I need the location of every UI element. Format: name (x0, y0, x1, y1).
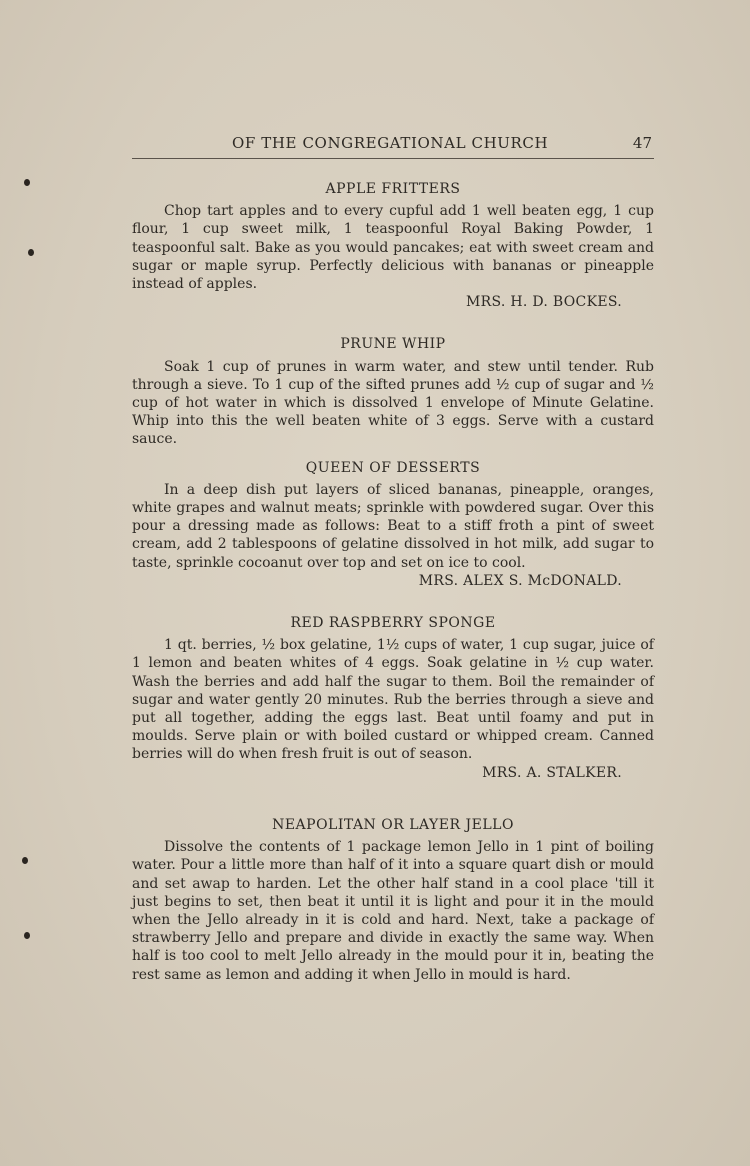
recipe (132, 180, 654, 311)
recipe-author: MRS. ALEX S. McDONALD. (418, 572, 622, 589)
recipe-title: NEAPOLITAN OR LAYER JELLO (272, 816, 514, 833)
recipe-body: Dissolve the contents of 1 package lemon Jello in 1 pint of boiling water. Pour a little more than half of it into a square quart dish or mould and set awap to harden. Let the other half stand in a cool place 'till it just begins to set, then beat it until it is light and pour it in the mould when the Jello already in it is cold and hard. Next, take a package of strawberry Jello and prepare and divide in exactly the same way. When half is too cool to melt Jello already in the mould pour it in, beating the rest same as lemon and adding it when Jello in mould is hard. (132, 839, 654, 983)
recipe (132, 335, 654, 448)
recipe (132, 459, 654, 590)
running-header (132, 134, 654, 159)
recipe-title: PRUNE WHIP (340, 336, 446, 353)
binding-hole-mark (28, 249, 34, 256)
binding-hole-mark (24, 179, 30, 186)
recipe-body: 1 qt. berries, ½ box gelatine, 1½ cups of water, 1 cup sugar, juice of 1 lemon and beaten whites of 4 eggs. Soak gelatine in ½ cup water. Wash the berries and add half the sugar to them. Boil the remainder of sugar and water gently 20 minutes. Rub the berries through a sieve and put all together, adding the eggs last. Beat until foamy and put in moulds. Serve plain or with boiled custard or whipped cream. Canned berries will do when fresh fruit is out of season. (132, 637, 654, 763)
header-title: OF THE CONGREGATIONAL CHURCH (232, 134, 549, 152)
recipe (132, 614, 654, 782)
recipe-title: APPLE FRITTERS (325, 181, 461, 197)
recipe-author: MRS. H. D. BOCKES. (466, 294, 622, 311)
recipe-body: Chop tart apples and to every cupful add 1 well beaten egg, 1 cup flour, 1 cup sweet milk, 1 teaspoonful Royal Baking Powder, 1 teaspoonful salt. Bake as you would pancakes; eat with sweet cream and sugar or maple syrup. Perfectly delicious with bananas or pineapple instead of apples. (132, 203, 654, 293)
recipe-title: QUEEN OF DESSERTS (305, 459, 481, 476)
recipe (132, 816, 654, 984)
binding-hole-mark (24, 932, 30, 939)
recipe-author: MRS. A. STALKER. (482, 764, 622, 781)
page-number: 47 (632, 134, 652, 152)
recipe-body: Soak 1 cup of prunes in warm water, and stew until tender. Rub through a sieve. To 1 cup of the sifted prunes add ½ cup of sugar and ½ cup of hot water in which is dissolved 1 envelope of Minute Gelatine. Whip into this the well beaten white of 3 eggs. Serve with a custard sauce. (132, 358, 654, 448)
recipe-title: RED RASPBERRY SPONGE (290, 615, 496, 632)
binding-hole-mark (22, 857, 28, 864)
recipe-body: In a deep dish put layers of sliced bananas, pineapple, oranges, white grapes and walnut meats; sprinkle with powdered sugar. Over this pour a dressing made as follows: Beat to a stiff froth a pint of sweet cream, add 2 tablespoons of gelatine dissolved in hot milk, add sugar to taste, sprinkle cocoanut over top and set on ice to cool. (132, 481, 654, 571)
recipes-content (132, 180, 654, 984)
